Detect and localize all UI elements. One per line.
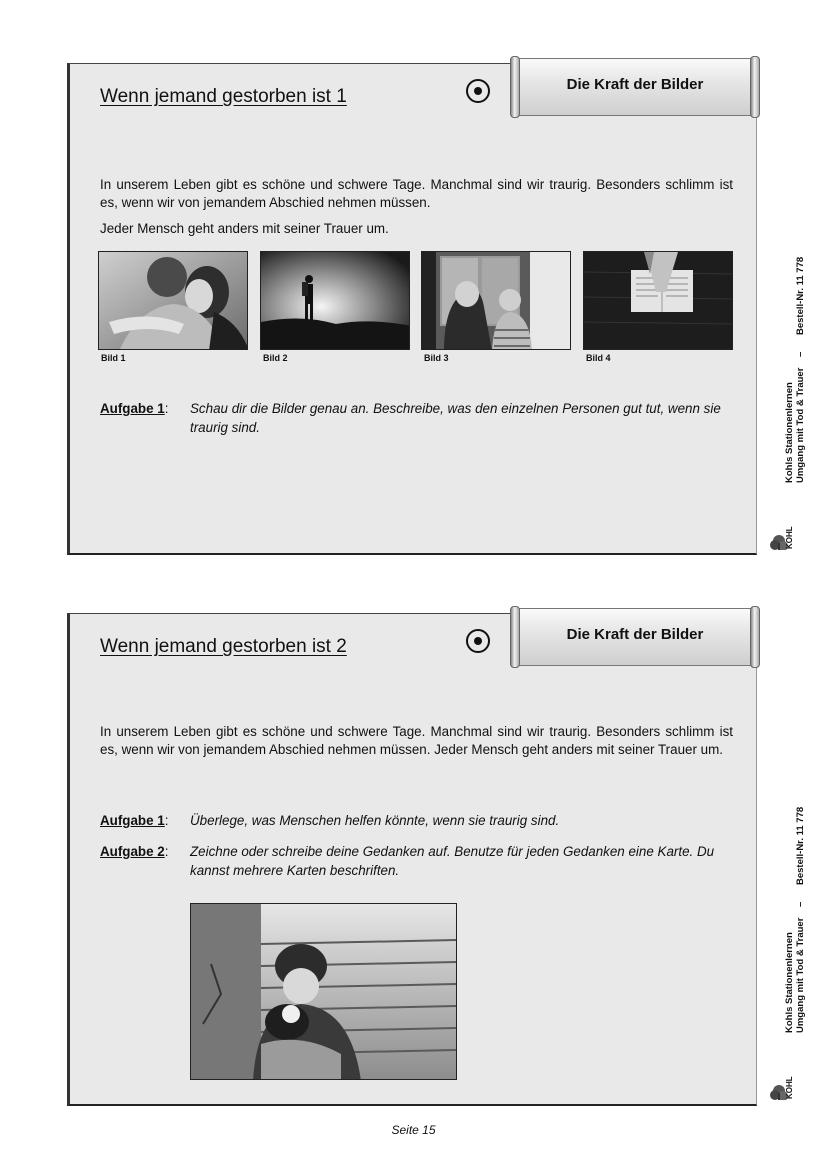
order-number: Bestell-Nr. 11 778 (795, 256, 806, 335)
task-separator: : (164, 813, 169, 828)
photo-dog-child (421, 251, 571, 350)
logo-text: KOHL (785, 1076, 794, 1099)
publisher-sidebar-1 (768, 245, 810, 550)
task-label-text: Aufgabe 2 (100, 844, 165, 859)
task-text: Überlege, was Menschen helfen könnte, wenn sie traurig sind. (190, 813, 560, 828)
worksheet-card-2 (67, 613, 757, 1106)
task-separator: : (164, 844, 169, 859)
banner-label: Die Kraft der Bilder (566, 76, 704, 93)
task-separator: : (164, 401, 169, 416)
task-label (100, 842, 168, 861)
banner-label: Die Kraft der Bilder (566, 626, 704, 643)
task-label-text: Aufgabe 1 (100, 401, 165, 416)
task-label-text: Aufgabe 1 (100, 813, 165, 828)
logo-text: KOHL (785, 526, 794, 549)
separator-dash: – (795, 901, 806, 907)
card-title: Wenn jemand gestorben ist 1 (100, 86, 347, 107)
kohl-logo (768, 495, 798, 550)
book-subtitle: Umgang mit Tod & Trauer (795, 367, 806, 483)
publisher-name: Kohls Stationenlernen (784, 382, 795, 483)
intro-text: In unserem Leben gibt es schöne und schwere Tage. Manchmal sind wir traurig. Besonders schlimm ist es, wenn wir von jemandem Abschied nehmen müssen. Jeder Mensch geht anders mit seiner Trauer um. (100, 724, 733, 757)
task-label (100, 811, 168, 830)
photo-caption: Bild 2 (263, 353, 288, 363)
task-label (100, 399, 168, 418)
target-icon (466, 79, 490, 103)
separator-dash: – (795, 351, 806, 357)
target-icon (466, 629, 490, 653)
publisher-name: Kohls Stationenlernen (784, 932, 795, 1033)
intro-text: In unserem Leben gibt es schöne und schwere Tage. Manchmal sind wir traurig. Besonders schlimm ist es, wenn wir von jemandem Abschied nehmen müssen. (100, 177, 733, 210)
photo-hiker (260, 251, 410, 350)
photo-book-hands (583, 251, 733, 350)
photo-sad-child-stairs (190, 903, 457, 1080)
photo-caption: Bild 4 (586, 353, 611, 363)
photo-caption: Bild 3 (424, 353, 449, 363)
page-number: Seite 15 (391, 1123, 436, 1137)
topic-banner (510, 56, 760, 118)
kohl-logo (768, 1045, 798, 1100)
publisher-sidebar-2 (768, 795, 810, 1105)
order-number: Bestell-Nr. 11 778 (795, 806, 806, 885)
worksheet-card-1 (67, 63, 757, 555)
topic-banner (510, 606, 760, 668)
card-title: Wenn jemand gestorben ist 2 (100, 636, 347, 657)
photo-caption: Bild 1 (101, 353, 126, 363)
photo-hug (98, 251, 248, 350)
intro-text-2: Jeder Mensch geht anders mit seiner Trauer um. (100, 221, 389, 236)
task-text: Zeichne oder schreibe deine Gedanken auf. Benutze für jeden Gedanken eine Karte. Du kannst mehrere Karten beschriften. (190, 844, 715, 878)
task-text: Schau dir die Bilder genau an. Beschreibe, was den einzelnen Personen gut tut, wenn sie traurig sind. (190, 401, 721, 435)
book-subtitle: Umgang mit Tod & Trauer (795, 917, 806, 1033)
